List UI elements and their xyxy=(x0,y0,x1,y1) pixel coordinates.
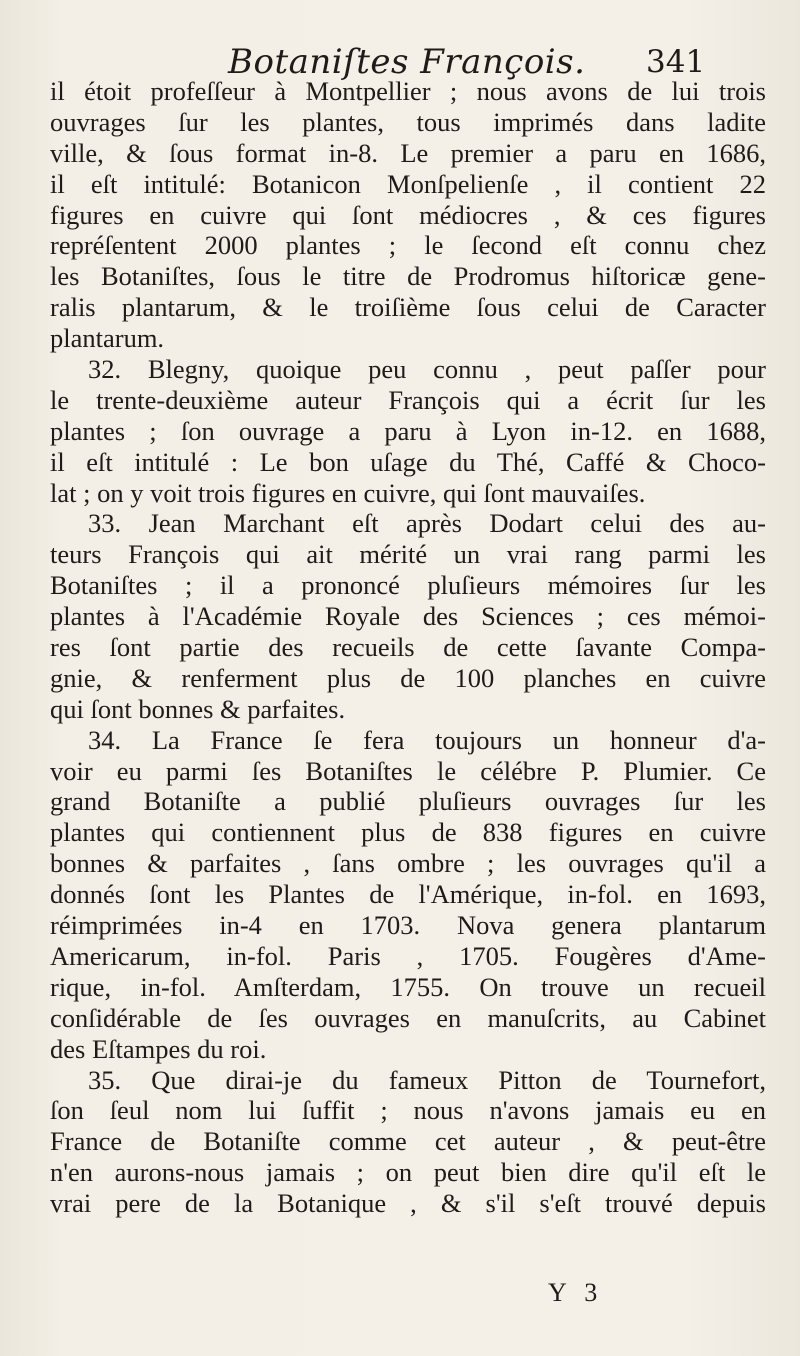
text-line: 34. La France ſe fera toujours un honneur d'a- xyxy=(88,724,766,755)
text-line: il étoit profeſſeur à Montpellier ; nous avons de lui trois xyxy=(50,76,766,106)
text-line: vrai pere de la Botanique , & s'il s'eſt trouvé depuis xyxy=(50,1188,766,1219)
text-line: ville, & ſous format in-8. Le premier a paru en 1686, xyxy=(50,137,766,168)
body-text xyxy=(50,76,766,1219)
signature-mark: Y 3 xyxy=(548,1278,604,1307)
text-line: les Botaniſtes, ſous le titre de Prodromus hiſtoricæ gene- xyxy=(50,261,766,292)
text-line: plantes à l'Académie Royale des Sciences ; ces mémoi- xyxy=(50,601,766,632)
text-line: figures en cuivre qui ſont médiocres , & ces figures xyxy=(50,199,766,230)
text-line: lat ; on y voit trois figures en cuivre, qui ſont mauvaiſes. xyxy=(50,477,646,508)
text-line: qui ſont bonnes & parfaites. xyxy=(50,693,346,724)
text-line: ralis plantarum, & le troiſième ſous celui de Caracter xyxy=(50,292,766,323)
text-line: ouvrages ſur les plantes, tous imprimés dans ladite xyxy=(50,106,766,137)
text-line: France de Botaniſte comme cet auteur , & peut-être xyxy=(50,1126,766,1157)
text-line: 33. Jean Marchant eſt après Dodart celui des au- xyxy=(88,508,766,539)
text-line: des Eſtampes du roi. xyxy=(50,1033,267,1064)
text-line: res ſont partie des recueils de cette ſavante Compa- xyxy=(50,632,766,663)
text-line: il eſt intitulé: Botanicon Monſpelienſe , il contient 22 xyxy=(50,168,766,199)
text-line: plantes qui contiennent plus de 838 figures en cuivre xyxy=(50,817,766,848)
text-line: bonnes & parfaites , ſans ombre ; les ouvrages qu'il a xyxy=(50,848,766,879)
text-line: 32. Blegny, quoique peu connu , peut paſſer pour xyxy=(88,354,766,385)
running-title: Botaniſtes François. xyxy=(228,42,586,82)
text-line: voir eu parmi ſes Botaniſtes le célébre P. Plumier. Ce xyxy=(50,755,766,786)
text-line: gnie, & renferment plus de 100 planches en cuivre xyxy=(50,662,766,693)
text-line: n'en aurons-nous jamais ; on peut bien dire qu'il eſt le xyxy=(50,1157,766,1188)
text-line: il eſt intitulé : Le bon uſage du Thé, Caffé & Choco- xyxy=(50,446,766,477)
text-line: repréſentent 2000 plantes ; le ſecond eſt connu chez xyxy=(50,230,766,261)
text-line: rique, in-fol. Amſterdam, 1755. On trouve un recueil xyxy=(50,971,766,1002)
text-line: Botaniſtes ; il a prononcé pluſieurs mémoires ſur les xyxy=(50,570,766,601)
text-line: réimprimées in-4 en 1703. Nova genera plantarum xyxy=(50,910,766,941)
text-line: conſidérable de ſes ouvrages en manuſcrits, au Cabinet xyxy=(50,1002,766,1033)
text-line: Americarum, in-fol. Paris , 1705. Fougères d'Ame- xyxy=(50,940,766,971)
text-line: donnés ſont les Plantes de l'Amérique, in-fol. en 1693, xyxy=(50,879,766,910)
text-line: plantarum. xyxy=(50,323,165,354)
page-number: 341 xyxy=(646,44,706,80)
text-line: ſon ſeul nom lui ſuffit ; nous n'avons jamais eu en xyxy=(50,1095,766,1126)
text-line: le trente-deuxième auteur François qui a écrit ſur les xyxy=(50,384,766,415)
text-line: grand Botaniſte a publié pluſieurs ouvrages ſur les xyxy=(50,786,766,817)
text-line: teurs François qui ait mérité un vrai rang parmi les xyxy=(50,539,766,570)
text-line: 35. Que dirai-je du fameux Pitton de Tournefort, xyxy=(88,1064,766,1095)
text-line: plantes ; ſon ouvrage a paru à Lyon in-12. en 1688, xyxy=(50,415,766,446)
